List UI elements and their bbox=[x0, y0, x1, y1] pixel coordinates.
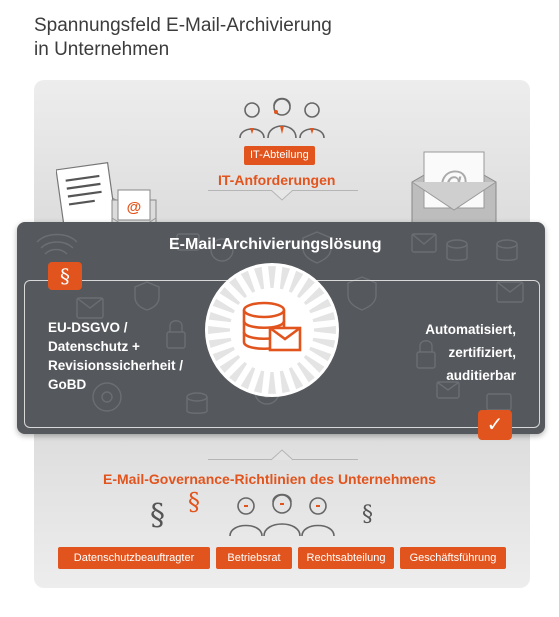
title-line-2: in Unternehmen bbox=[34, 39, 170, 60]
chip-management: Geschäftsführung bbox=[400, 547, 506, 569]
compliance-text bbox=[48, 318, 183, 394]
title-line-1: Spannungsfeld E-Mail-Archivierung bbox=[34, 15, 332, 36]
capabilities-text bbox=[425, 318, 516, 387]
chip-data-protection-officer: Datenschutzbeauftragter bbox=[58, 547, 210, 569]
chip-works-council: Betriebsrat bbox=[216, 547, 292, 569]
paragraph-badge-icon: § bbox=[48, 262, 82, 290]
solution-title: E-Mail-Archivierungslösung bbox=[169, 236, 382, 253]
compliance-line-2: Datenschutz + bbox=[48, 339, 140, 354]
it-department-tag: IT-Abteilung bbox=[244, 146, 315, 165]
page-title bbox=[34, 14, 434, 62]
it-team-icon bbox=[236, 96, 328, 140]
governance-team-icon bbox=[226, 490, 338, 538]
capabilities-line-2: zertifiziert, bbox=[448, 345, 516, 360]
compliance-line-1: EU-DSGVO / bbox=[48, 320, 128, 335]
compliance-line-3: Revisionssicherheit / bbox=[48, 358, 184, 373]
archive-database-icon bbox=[204, 262, 340, 398]
down-arrow-icon bbox=[270, 190, 294, 202]
chip-legal-department: Rechtsabteilung bbox=[298, 547, 394, 569]
paragraph-icon: § bbox=[150, 498, 165, 533]
it-requirements-label: IT-Anforderungen bbox=[218, 172, 336, 188]
compliance-line-4: GoBD bbox=[48, 377, 87, 392]
governance-title: E-Mail-Governance-Richtlinien des Unternehmens bbox=[103, 471, 436, 487]
at-symbol: @ bbox=[126, 199, 142, 216]
up-arrow-icon bbox=[270, 449, 294, 461]
paragraph-accent-icon: § bbox=[188, 488, 200, 516]
capabilities-line-1: Automatisiert, bbox=[425, 322, 516, 337]
check-badge-icon: ✓ bbox=[478, 410, 512, 440]
email-envelope-icon bbox=[408, 148, 500, 228]
capabilities-line-3: auditierbar bbox=[446, 368, 516, 383]
paragraph-small-icon: § bbox=[362, 502, 373, 527]
